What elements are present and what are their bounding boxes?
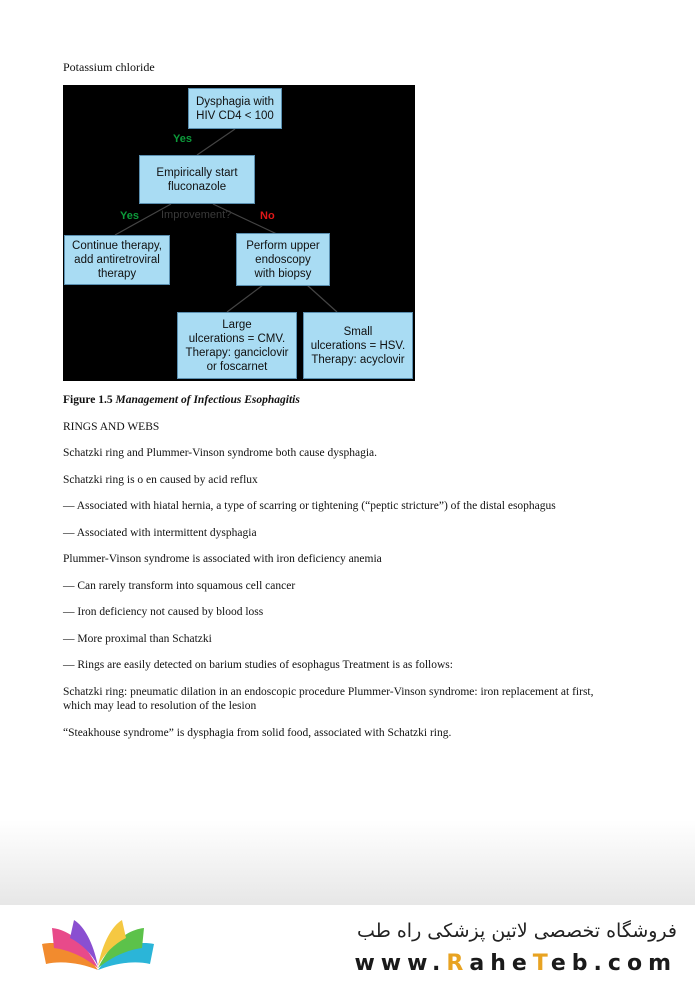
label-yes-left: Yes <box>120 210 139 222</box>
node-empiric-fluconazole: Empirically start fluconazole <box>139 155 255 204</box>
site-url[interactable] <box>354 951 677 976</box>
connector-endoscopy-large <box>227 285 263 312</box>
label-yes-top: Yes <box>173 133 192 145</box>
node-small-ulcerations-hsv: Small ulcerations = HSV. Therapy: acyclovir <box>303 312 413 379</box>
node-large-ulcerations-cmv: Large ulcerations = CMV. Therapy: ganciclovir or foscarnet <box>177 312 297 379</box>
url-middle: ahe <box>469 951 533 976</box>
paragraph-11: “Steakhouse syndrome” is dysphagia from solid food, associated with Schatzki ring. <box>63 727 452 739</box>
paragraph-3: — Associated with hiatal hernia, a type of scarring or tightening (“peptic stricture”) of the distal esophagus <box>63 500 556 512</box>
paragraph-1: Schatzki ring and Plummer-Vinson syndrome both cause dysphagia. <box>63 447 377 459</box>
url-accent-t: T <box>532 951 551 976</box>
paragraph-10: Schatzki ring: pneumatic dilation in an endoscopic procedure Plummer-Vinson syndrome: iron replacement at first, which may lead to resolution of the lesion <box>63 686 594 712</box>
label-no-right: No <box>260 210 275 222</box>
connector-start-fluconazole <box>197 129 235 155</box>
page-bottom-shadow <box>0 820 695 908</box>
url-accent-r: R <box>446 951 470 976</box>
connector-endoscopy-small <box>307 285 337 312</box>
label-improvement-question: Improvement? <box>161 209 232 221</box>
url-suffix: eb.com <box>550 951 677 976</box>
node-dysphagia-hiv: Dysphagia with HIV CD4 < 100 <box>188 88 282 129</box>
esophagitis-flowchart <box>63 85 415 381</box>
section-heading: RINGS AND WEBS <box>63 421 160 433</box>
store-name: فروشگاه تخصصی لاتین پزشکی راه طب <box>357 920 677 942</box>
figure-title: Management of Infectious Esophagitis <box>115 394 300 406</box>
url-prefix: www. <box>354 951 447 976</box>
paragraph-4: — Associated with intermittent dysphagia <box>63 527 257 539</box>
page-top-label: Potassium chloride <box>63 60 155 74</box>
paragraph-6: — Can rarely transform into squamous cell cancer <box>63 580 296 592</box>
node-upper-endoscopy: Perform upper endoscopy with biopsy <box>236 233 330 286</box>
open-book-logo-icon <box>38 918 158 976</box>
paragraph-9: — Rings are easily detected on barium studies of esophagus Treatment is as follows: <box>63 659 453 671</box>
paragraph-2: Schatzki ring is o en caused by acid reflux <box>63 474 258 486</box>
node-continue-therapy: Continue therapy, add antiretroviral therapy <box>64 235 170 285</box>
paragraph-7: — Iron deficiency not caused by blood loss <box>63 606 264 618</box>
paragraph-5: Plummer-Vinson syndrome is associated with iron deficiency anemia <box>63 553 382 565</box>
figure-number: Figure 1.5 <box>63 394 113 406</box>
paragraph-8: — More proximal than Schatzki <box>63 633 212 645</box>
figure-caption <box>63 393 623 407</box>
